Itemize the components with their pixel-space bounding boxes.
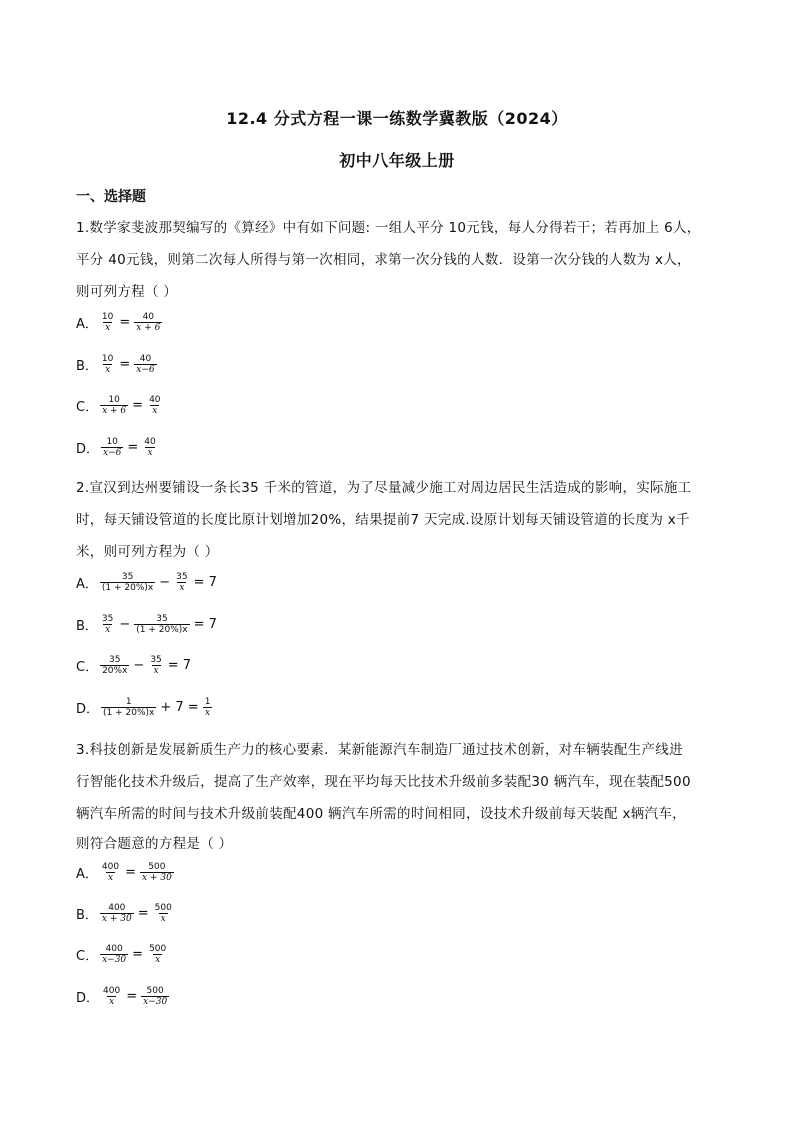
question-2-option-b[interactable] xyxy=(76,614,220,635)
question-3-line-2: 行智能化技术升级后，提高了生产效率，现在平均每天比技术升级前多装配30 辆汽车，现在装配500 xyxy=(76,774,691,790)
operator: − xyxy=(159,575,171,590)
option-letter: D． xyxy=(76,442,100,457)
document-title: 12.4 分式方程一课一练数学冀教版（2024） xyxy=(226,109,568,128)
question-3-option-a[interactable] xyxy=(76,862,175,883)
question-3-line-4: 则符合题意的方程是（ ） xyxy=(76,836,233,852)
fraction: $\frac{10}{x}$ xyxy=(101,312,114,333)
fraction: $\frac{40}{x}$ xyxy=(144,437,156,458)
question-2-option-c[interactable] xyxy=(76,655,194,676)
operator: − xyxy=(119,617,131,632)
option-letter: D． xyxy=(76,991,100,1006)
equals-sign: = xyxy=(127,440,139,455)
option-letter: B． xyxy=(76,619,98,634)
fraction: $\frac{40}{x-6}$ xyxy=(136,354,155,375)
option-letter: C． xyxy=(76,949,99,964)
question-3-line-3: 辆汽车所需的时间与技术升级前装配400 辆汽车所需的时间相同，设技术升级前每天装配 x辆汽车， xyxy=(76,806,686,822)
question-2-line-1: 2.宣汉到达州要铺设一条长35 千米的管道，为了尽量减少施工对周边居民生活造成的影响，实际施工 xyxy=(76,480,692,496)
fraction: $\frac{500}{x}$ xyxy=(154,903,172,924)
question-1-line-2: 平分 40元钱，则第二次每人所得与第一次相同，求第一次分钱的人数．设第一次分钱的人数为 x人， xyxy=(76,252,691,268)
fraction: $\frac{400}{x}$ xyxy=(103,986,121,1007)
equation-rhs: = 7 xyxy=(193,617,217,632)
equals-sign: = xyxy=(137,906,149,921)
fraction: $\frac{500}{x}$ xyxy=(149,944,167,965)
operator: − xyxy=(133,658,145,673)
option-letter: C． xyxy=(76,660,99,675)
equals-sign: = xyxy=(125,865,136,880)
equals-sign: = xyxy=(119,315,131,330)
fraction: $\frac{400}{x}$ xyxy=(101,862,120,883)
fraction: $\frac{1}{x}$ xyxy=(204,697,211,718)
question-1-option-c[interactable] xyxy=(76,395,164,416)
document-subtitle: 初中八年级上册 xyxy=(339,151,455,170)
fraction: $\frac{400}{x + 30}$ xyxy=(101,903,132,924)
question-2-option-a[interactable] xyxy=(76,572,220,593)
equals-sign: = xyxy=(119,357,131,372)
equals-sign: = xyxy=(132,947,144,962)
fraction: $\frac{35}{(1 + 20\%)x}$ xyxy=(101,572,154,593)
equals-sign: = xyxy=(132,398,144,413)
question-1-line-3: 则可列方程（ ） xyxy=(76,284,178,300)
option-letter: A． xyxy=(76,577,98,592)
fraction: $\frac{40}{x + 6}$ xyxy=(136,312,161,333)
fraction: $\frac{35}{(1 + 20\%)x}$ xyxy=(136,614,188,635)
option-letter: A． xyxy=(76,317,98,332)
fraction: $\frac{35}{20\%x}$ xyxy=(102,655,128,676)
question-3-line-1: 3.科技创新是发展新质生产力的核心要素．某新能源汽车制造厂通过技术创新，对车辆装配生产线进 xyxy=(76,742,683,758)
equals-sign: = xyxy=(126,989,138,1004)
fraction: $\frac{500}{x + 30}$ xyxy=(142,862,172,883)
question-1-line-1: 1.数学家斐波那契编写的《算经》中有如下问题: 一组人平分 10元钱，每人分得若干；若再加上 6人， xyxy=(76,220,701,236)
equation-rhs: = 7 xyxy=(193,575,217,590)
fraction: $\frac{400}{x-30}$ xyxy=(102,944,127,965)
fraction: $\frac{35}{x}$ xyxy=(150,655,162,676)
operator: + 7 = xyxy=(160,700,199,715)
fraction: $\frac{10}{x-6}$ xyxy=(103,437,122,458)
fraction: $\frac{40}{x}$ xyxy=(149,395,161,416)
option-letter: B． xyxy=(76,359,98,374)
fraction: $\frac{10}{x}$ xyxy=(101,354,114,375)
section-heading: 一、选择题 xyxy=(76,189,146,205)
fraction: $\frac{500}{x-30}$ xyxy=(143,986,168,1007)
question-3-option-b[interactable] xyxy=(76,903,175,924)
option-letter: D． xyxy=(76,702,100,717)
question-1-option-b[interactable] xyxy=(76,354,158,375)
fraction: $\frac{35}{x}$ xyxy=(176,572,188,593)
question-1-option-d[interactable] xyxy=(76,437,159,458)
question-3-option-c[interactable] xyxy=(76,944,169,965)
option-letter: A． xyxy=(76,867,98,882)
fraction: $\frac{1}{(1 + 20\%)x}$ xyxy=(103,697,155,718)
question-1-option-a[interactable] xyxy=(76,312,163,333)
question-2-line-3: 米，则可列方程为（ ） xyxy=(76,544,219,560)
question-2-option-d[interactable] xyxy=(76,697,213,718)
question-2-line-2: 时，每天铺设管道的长度比原计划增加20%，结果提前7 天完成.设原计划每天铺设管道的长度为 x千 xyxy=(76,512,690,528)
question-3-option-d[interactable] xyxy=(76,986,170,1007)
fraction: $\frac{10}{x + 6}$ xyxy=(102,395,127,416)
fraction: $\frac{35}{x}$ xyxy=(101,614,114,635)
option-letter: B． xyxy=(76,908,98,923)
equation-rhs: = 7 xyxy=(167,658,192,673)
option-letter: C． xyxy=(76,400,99,415)
